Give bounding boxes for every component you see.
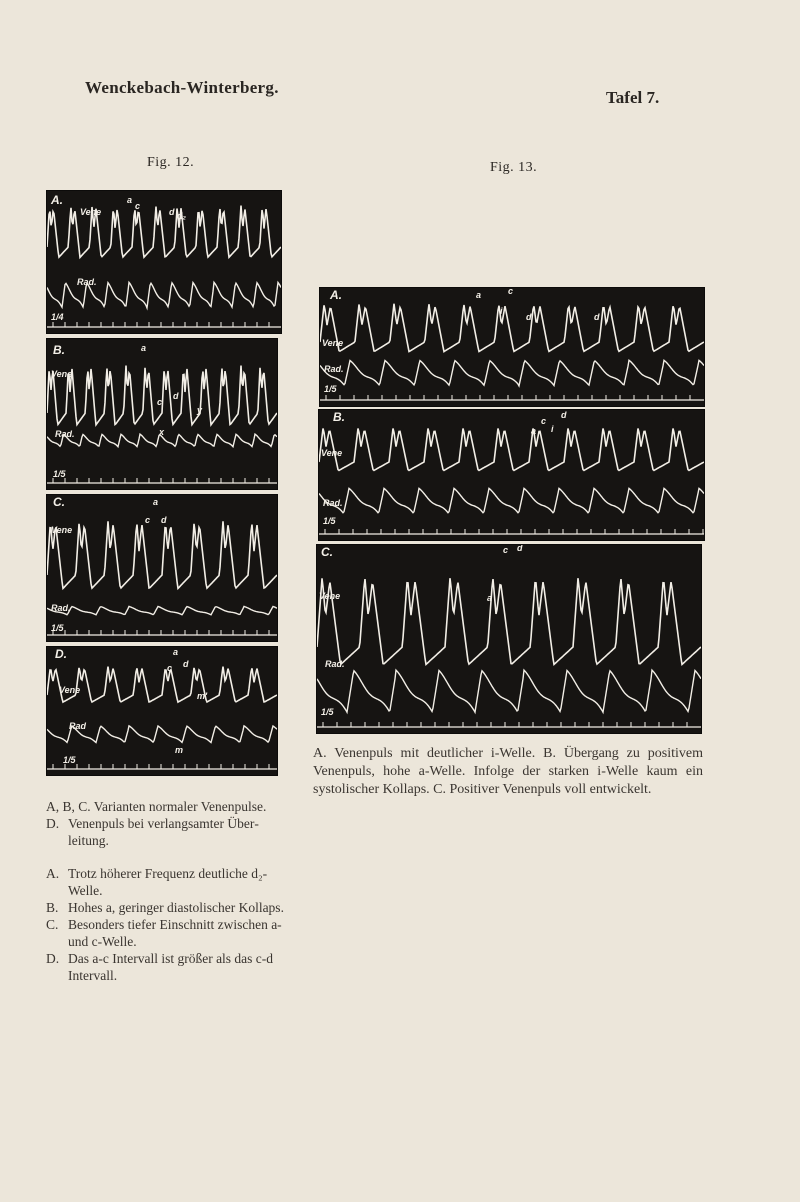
caption-key: C. [46,917,59,932]
vene-label: Vene [51,369,73,379]
vene-trace [320,304,704,352]
caption-item [46,815,284,849]
time-label: 1/5 [324,384,337,394]
vene-label: Vene [321,448,343,458]
caption-key: D. [46,816,60,831]
wave-mark: d [169,207,175,217]
vene-label: Vene [322,338,344,348]
time-label: 1/4 [51,312,64,322]
rad-label: Rad. [77,277,97,287]
vene-trace [319,429,704,471]
rad-trace [320,360,704,386]
wave-mark: d₂ [177,211,186,221]
vene-label: Vene [51,525,73,535]
rad-label: Rad. [325,659,345,669]
caption-text: Trotz höherer Frequenz deutliche d₂-Welle. [68,866,268,898]
time-marker-line [47,764,277,769]
wave-mark: i [500,306,503,316]
time-marker-line [47,630,277,635]
rad-trace [319,488,704,512]
wave-mark: x [159,427,165,437]
fig13-panel-a [319,287,705,407]
wave-mark: a [173,647,179,657]
wave-mark: a [487,593,493,603]
fig13-panel-b [318,409,705,541]
caption-key: D. [46,951,60,966]
time-marker-line [320,395,704,400]
wave-mark: d [183,659,189,669]
time-label: 1/5 [51,623,64,633]
header-plate-number: Tafel 7. [606,88,660,107]
wave-mark: a [153,497,159,507]
wave-mark: m' [197,691,208,701]
fig12-panel-a [46,190,282,334]
time-label: 1/5 [321,707,334,717]
fig12-caption [46,798,284,984]
wave-mark: d [594,312,600,322]
wave-mark: d [561,410,567,420]
time-marker-line [317,722,701,727]
caption-key: A, B, C. [46,799,91,814]
time-marker-line [319,529,704,534]
rad-trace [47,606,277,614]
vene-trace [317,578,701,664]
caption-item [46,916,284,950]
vene-label: Vene [59,685,81,695]
time-label: 1/5 [323,516,336,526]
caption-text: Venenpuls bei verlangsamter Überleitung. [68,816,259,848]
fig12-panel-d [46,646,278,776]
time-label: 1/5 [63,755,76,765]
caption-text: Besonders tiefer Einschnitt zwischen a- und c-Welle. [68,917,282,949]
panel-letter: B. [53,343,65,357]
header-authors: Wenckebach-Winterberg. [85,78,279,97]
time-marker-line [47,322,281,327]
wave-mark: c [135,201,141,211]
wave-mark: c [167,663,173,673]
caption-item [46,865,284,899]
fig13-panel-c [316,544,702,734]
rad-label: Rad. [324,364,344,374]
wave-mark: d [526,312,532,322]
vene-trace [47,366,277,425]
wave-mark: a [476,290,482,300]
time-marker-line [47,478,277,483]
rad-trace [317,670,701,712]
wave-mark: d [173,391,179,401]
panel-letter: D. [55,647,67,661]
vene-trace [47,667,277,703]
wave-mark: i [551,424,554,434]
rad-label: Rad. [323,498,343,508]
wave-mark: d [161,515,167,525]
caption-item [46,798,284,815]
wave-mark: y [197,405,203,415]
rad-label: Rad. [51,603,71,613]
vene-label: Vene [80,207,102,217]
wave-mark: a [531,426,537,436]
rad-label: Rad. [55,429,75,439]
wave-mark: a [141,343,147,353]
panel-letter: B. [333,410,345,424]
fig13-title: Fig. 13. [490,160,538,175]
panel-letter: A. [51,193,63,207]
caption-text: Das a-c Intervall ist größer als das c-d Intervall. [68,951,274,983]
caption-text: Hohes a, geringer diastolischer Kollaps. [68,900,284,915]
wave-mark: c [508,287,514,296]
panel-letter: C. [321,545,333,559]
vene-trace [47,521,277,588]
fig12-panel-b [46,338,278,490]
wave-mark: c [145,515,151,525]
vene-label: Vene [319,591,341,601]
rad-label: Rad [69,721,87,731]
panel-letter: A. [330,288,342,302]
caption-key: B. [46,900,59,915]
fig12-title: Fig. 12. [147,155,195,170]
wave-mark: c [157,397,163,407]
fig13-caption: A. Venenpuls mit deutlicher i-Welle. B. Übergang zu positivem Venenpuls, hohe a-Welle. Infolge der starken i-Welle kaum ein systolischer Kollaps. C. Positiver Venenpuls voll entwickelt. [313,746,703,797]
panel-letter: C. [53,495,65,509]
caption-item [46,950,284,984]
caption-item [46,899,284,916]
caption-key: A. [46,866,60,881]
wave-mark: m [175,745,184,755]
wave-mark: d [517,544,523,553]
wave-mark: c [541,416,547,426]
caption-text: Varianten normaler Venenpulse. [93,799,267,814]
fig12-panel-c [46,494,278,642]
wave-mark: c [503,545,509,555]
time-label: 1/5 [53,469,66,479]
wave-mark: a [127,195,133,205]
